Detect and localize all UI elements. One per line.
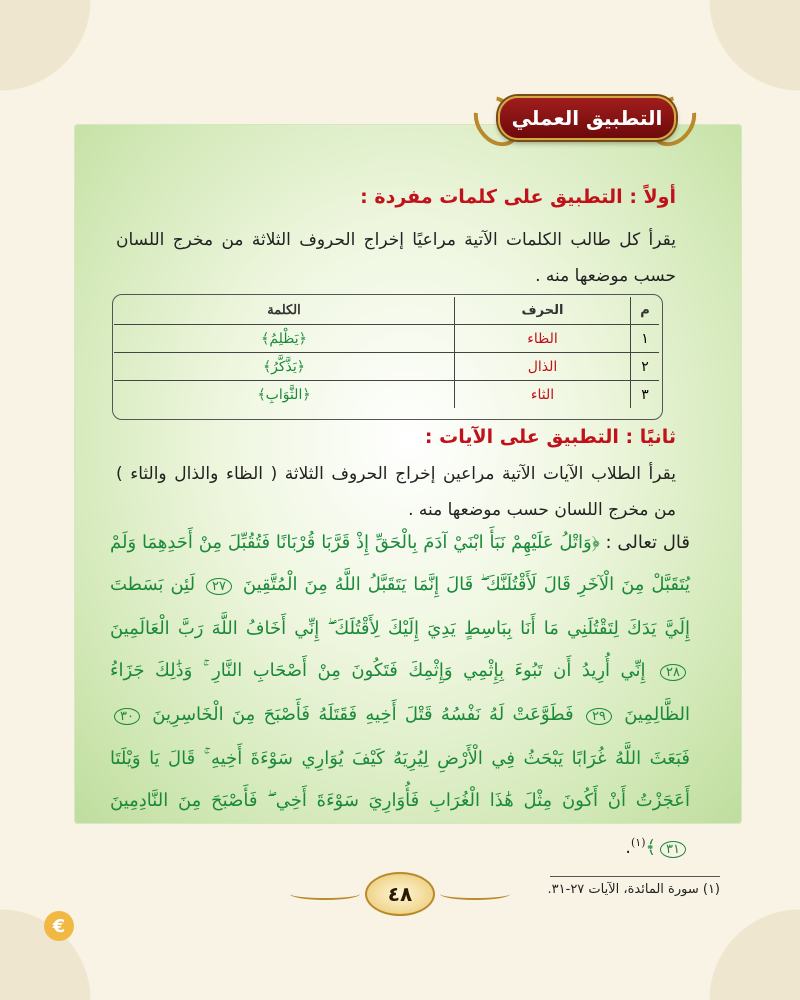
verse-number: ٢٨ [660, 664, 686, 681]
row-word: ﴿يَظْلِمُ﴾ [114, 325, 455, 353]
banner-title: التطبيق العملي [498, 96, 676, 140]
section1-heading: أولاً : التطبيق على كلمات مفردة : [360, 186, 676, 208]
quran-verses [110, 522, 690, 871]
verse-tail: . [625, 837, 631, 858]
section2-text: يقرأ الطلاب الآيات الآتية مراعين إخراج الحروف الثلاثة ( الظاء والذال والثاء ) من مخرج اللسان حسب موضعها منه . [116, 464, 676, 520]
row-letter: الذال [455, 353, 631, 381]
verse-30: فَطَوَّعَتْ لَهُ نَفْسُهُ قَتْلَ أَخِيهِ فَقَتَلَهُ فَأَصْبَحَ مِنَ الْخَاسِرِينَ [152, 704, 574, 725]
verse-31: فَبَعَثَ اللَّهُ غُرَابًا يَبْحَثُ فِي الْأَرْضِ لِيُرِيَهُ كَيْفَ يُوَارِي سَوْءَةَ أَخِيهِ ۚ قَالَ يَا وَيْلَتَا أَعَجَزْتُ أَنْ أَكُونَ مِثْلَ هَٰذَا الْغُرَابِ فَأُوَارِيَ سَوْءَةَ أَخِي ۖ فَأَصْبَحَ مِنَ النَّادِمِينَ [110, 748, 690, 811]
flourish-icon [440, 888, 510, 900]
table-header-row [114, 297, 659, 325]
table-row [114, 353, 659, 381]
footnote-divider [550, 876, 720, 877]
footnote: (١) سورة المائدة، الآيات ٢٧-٣١. [547, 882, 720, 897]
verse-number: ٣٠ [114, 708, 140, 725]
table-row [114, 381, 659, 409]
page-number: ٤٨ [365, 872, 435, 916]
row-letter: الظاء [455, 325, 631, 353]
header-num: م [631, 297, 660, 325]
verse-29: إِنِّي أُرِيدُ أَن تَبُوءَ بِإِثْمِي وَإِثْمِكَ فَتَكُونَ مِنْ أَصْحَابِ النَّارِ ۚ وَذَٰلِكَ جَزَاءُ الظَّالِمِينَ [110, 660, 690, 725]
header-letter: الحرف [455, 297, 631, 325]
row-num: ٣ [631, 381, 660, 409]
row-word: ﴿يَذَّكَّرُ﴾ [114, 353, 455, 381]
footnote-marker: (١) [630, 836, 646, 849]
row-num: ١ [631, 325, 660, 353]
publisher-logo-icon: € [44, 911, 74, 941]
row-num: ٢ [631, 353, 660, 381]
row-letter: الثاء [455, 381, 631, 409]
section2-heading: ثانيًا : التطبيق على الآيات : [424, 426, 676, 448]
verse-27: ﴿وَاتْلُ عَلَيْهِمْ نَبَأَ ابْنَيْ آدَمَ بِالْحَقِّ إِذْ قَرَّبَا قُرْبَانًا فَتُقُبِّلَ مِنْ أَحَدِهِمَا وَلَمْ يُتَقَبَّلْ مِنَ الْآخَرِ قَالَ لَأَقْتُلَنَّكَ ۖ قَالَ إِنَّمَا يَتَقَبَّلُ اللَّهُ مِنَ الْمُتَّقِينَ [110, 532, 690, 595]
flourish-icon [290, 888, 360, 900]
row-word: ﴿الثَّوَابِ﴾ [257, 386, 311, 403]
verse-number: ٢٧ [206, 578, 232, 595]
verse-end: ﴾ [645, 837, 657, 858]
section-banner [476, 84, 694, 154]
verse-lead: قال تعالى : [599, 532, 690, 553]
words-table [114, 297, 659, 408]
table-row [114, 325, 659, 353]
verse-28: لَئِن بَسَطتَ إِلَيَّ يَدَكَ لِتَقْتُلَنِي مَا أَنَا بِبَاسِطٍ يَدِيَ إِلَيْكَ لِأَقْتُلَكَ ۖ إِنِّي أَخَافُ اللَّهَ رَبَّ الْعَالَمِينَ [110, 574, 690, 639]
header-word: الكلمة [114, 297, 455, 325]
verse-number: ٣١ [660, 841, 686, 858]
section1-text: يقرأ كل طالب الكلمات الآتية مراعيًا إخراج الحروف الثلاثة من مخرج اللسان حسب موضعها منه . [116, 230, 676, 286]
verse-number: ٢٩ [586, 708, 612, 725]
